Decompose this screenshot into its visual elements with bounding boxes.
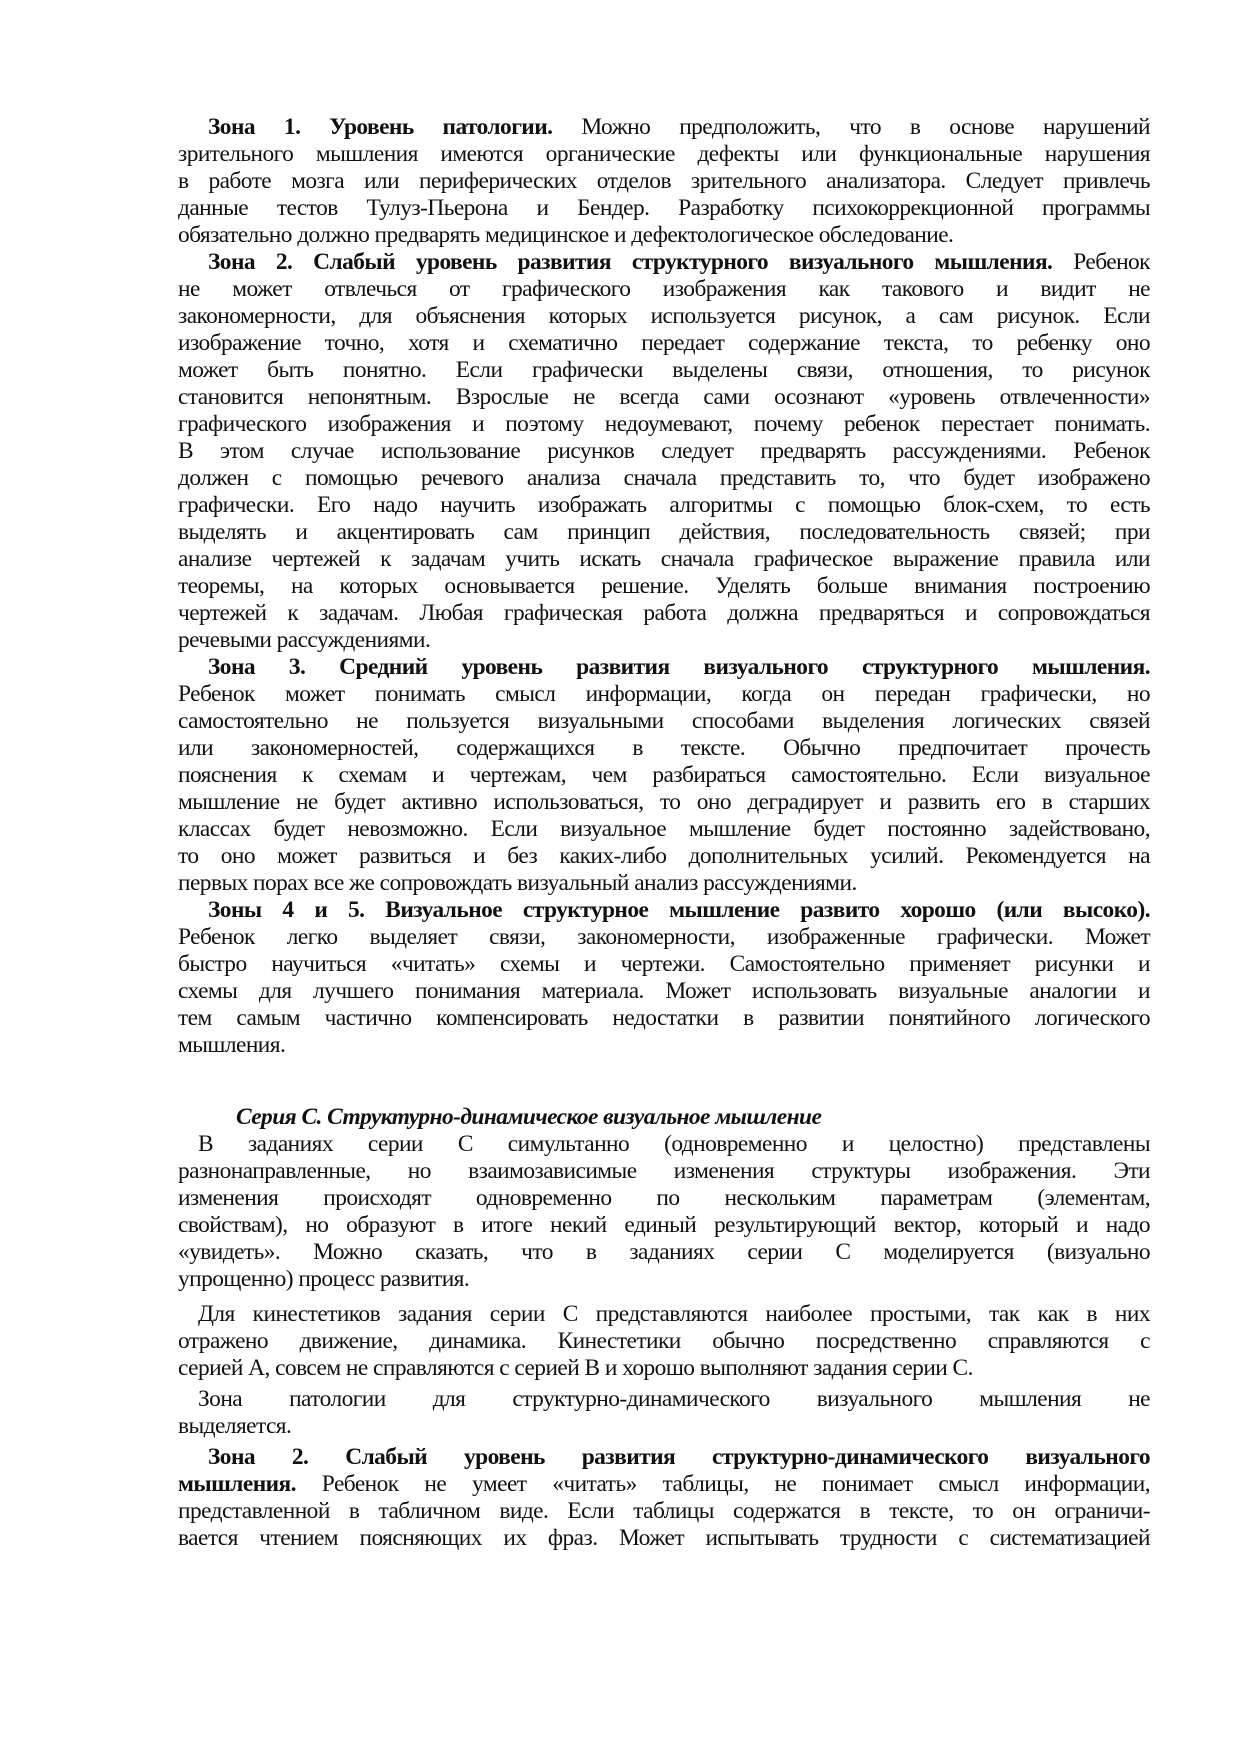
paragraph-kinesthetics (178, 1301, 1150, 1382)
paragraph-pathology-zone (178, 1386, 1150, 1440)
text-line: мышления. (178, 1032, 286, 1058)
text-line: тем самым частично компенсировать недостатки в развитии понятийного логического (178, 1005, 1150, 1031)
zone-heading: Зона 1. Уровень патологии. (208, 114, 553, 140)
text-line: графического изображения и поэтому недоумевают, почему ребенок перестает понимать. (178, 411, 1150, 437)
text-line: вается чтением поясняющих их фраз. Может испытывать трудности с систематизацией (178, 1525, 1150, 1551)
spacer (178, 1086, 1150, 1104)
text-line: обязательно должно предварять медицинское и дефектологическое обследование. (178, 222, 954, 248)
text-line: «увидеть». Можно сказать, что в заданиях серии С моделируется (визуально (178, 1239, 1150, 1265)
text-line: становится непонятным. Взрослые не всегда сами осознают «уровень отвлеченности» (178, 384, 1150, 410)
zone-heading: Зона 2. Слабый уровень развития структурно-динамического визуального (208, 1444, 1150, 1470)
text-line: В этом случае использование рисунков следует предварять рассуждениями. Ребенок (178, 438, 1150, 464)
text-line: Зона патологии для структурно-динамического визуального мышления не (198, 1386, 1150, 1412)
section-heading-series-c: Серия С. Структурно-динамическое визуальное мышление (236, 1104, 822, 1130)
paragraph-zone-3 (178, 654, 1150, 897)
zone-heading: Зоны 4 и 5. Визуальное структурное мышление развито хорошо (или высоко). (208, 897, 1150, 923)
text-line: зрительного мышления имеются органические дефекты или функциональные нарушения (178, 141, 1150, 167)
text-line: Зона 2. Слабый уровень развития структурного визуального мышления. Ребенок (208, 249, 1150, 275)
spacer (178, 1059, 1150, 1086)
text-line: или закономерностей, содержащихся в тексте. Обычно предпочитает прочесть (178, 735, 1150, 761)
text-line: быстро научиться «читать» схемы и чертежи. Самостоятельно применяет рисунки и (178, 951, 1150, 977)
paragraph-zone-1 (178, 114, 1150, 249)
spacer (178, 1293, 1150, 1301)
text-line: мышление не будет активно использоваться, то оно деградирует и развить его в старших (178, 789, 1150, 815)
text-line: схемы для лучшего понимания материала. Может использовать визуальные аналогии и (178, 978, 1150, 1004)
zone-heading-continued: мышления. (178, 1471, 296, 1497)
paragraph-series-c-intro (178, 1131, 1150, 1293)
text-line: самостоятельно не пользуется визуальными способами выделения логических связей (178, 708, 1150, 734)
text-line: не может отвлечься от графического изображения как такового и видит не (178, 276, 1150, 302)
text-line: в работе мозга или периферических отделов зрительного анализатора. Следует привлечь (178, 168, 1150, 194)
text-line: В заданиях серии С симультанно (одновременно и целостно) представлены (198, 1131, 1150, 1157)
text-line: Ребенок может понимать смысл информации, когда он передан графически, но (178, 681, 1150, 707)
paragraph-series-c-zone-2 (178, 1444, 1150, 1552)
text-line: свойствам), но образуют в итоге некий единый результирующий вектор, который и надо (178, 1212, 1150, 1238)
text-line: мышления. Ребенок не умеет «читать» таблицы, не понимает смысл информации, (178, 1471, 1150, 1497)
zone-heading: Зона 2. Слабый уровень развития структурного визуального мышления. (208, 249, 1053, 275)
text-line: то оно может развиться и без каких-либо дополнительных усилий. Рекомендуется на (178, 843, 1150, 869)
text-line: анализе чертежей к задачам учить искать сначала графическое выражение правила или (178, 546, 1150, 572)
text-line: разнонаправленные, но взаимозависимые изменения структуры изображения. Эти (178, 1158, 1150, 1184)
text-line: Для кинестетиков задания серии С представляются наиболее простыми, так как в них (198, 1301, 1150, 1327)
zone-heading: Зона 3. Средний уровень развития визуального структурного мышления. (208, 654, 1150, 680)
text-line: классах будет невозможно. Если визуальное мышление будет постоянно задействовано, (178, 816, 1150, 842)
text-line: может быть понятно. Если графически выделены связи, отношения, то рисунок (178, 357, 1150, 383)
text-line: данные тестов Тулуз-Пьерона и Бендер. Разработку психокоррекционной программы (178, 195, 1150, 221)
text-line: серией А, совсем не справляются с серией В и хорошо выполняют задания серии С. (178, 1355, 973, 1381)
text-line: представленной в табличном виде. Если таблицы содержатся в тексте, то он ограничи- (178, 1498, 1150, 1524)
text-line: изображение точно, хотя и схематично передает содержание текста, то ребенку оно (178, 330, 1150, 356)
text-line: речевыми рассуждениями. (178, 627, 431, 653)
text-line: должен с помощью речевого анализа сначала представить то, что будет изображено (178, 465, 1150, 491)
text-line: пояснения к схемам и чертежам, чем разбираться самостоятельно. Если визуальное (178, 762, 1150, 788)
paragraph-zones-4-5 (178, 897, 1150, 1059)
text-line: чертежей к задачам. Любая графическая работа должна предваряться и сопровождаться (178, 600, 1150, 626)
page-body (178, 114, 1150, 1552)
text-line: выделять и акцентировать сам принцип действия, последовательность связей; при (178, 519, 1150, 545)
text-line: Ребенок легко выделяет связи, закономерности, изображенные графически. Может (178, 924, 1150, 950)
text-line: выделяется. (178, 1413, 292, 1439)
text-line: первых порах все же сопровождать визуальный анализ рассуждениями. (178, 870, 857, 896)
text-line: изменения происходят одновременно по нескольким параметрам (элементам, (178, 1185, 1150, 1211)
text-line: Зона 1. Уровень патологии. Можно предположить, что в основе нарушений (208, 114, 1151, 140)
paragraph-zone-2 (178, 249, 1150, 654)
text-line: теоремы, на которых основывается решение. Уделять больше внимания построению (178, 573, 1150, 599)
text-line: упрощенно) процесс развития. (178, 1266, 470, 1292)
text-line: графически. Его надо научить изображать алгоритмы с помощью блок-схем, то есть (178, 492, 1150, 518)
text-line: закономерности, для объяснения которых используется рисунок, а сам рисунок. Если (178, 303, 1150, 329)
text-line: отражено движение, динамика. Кинестетики обычно посредственно справляются с (178, 1328, 1150, 1354)
